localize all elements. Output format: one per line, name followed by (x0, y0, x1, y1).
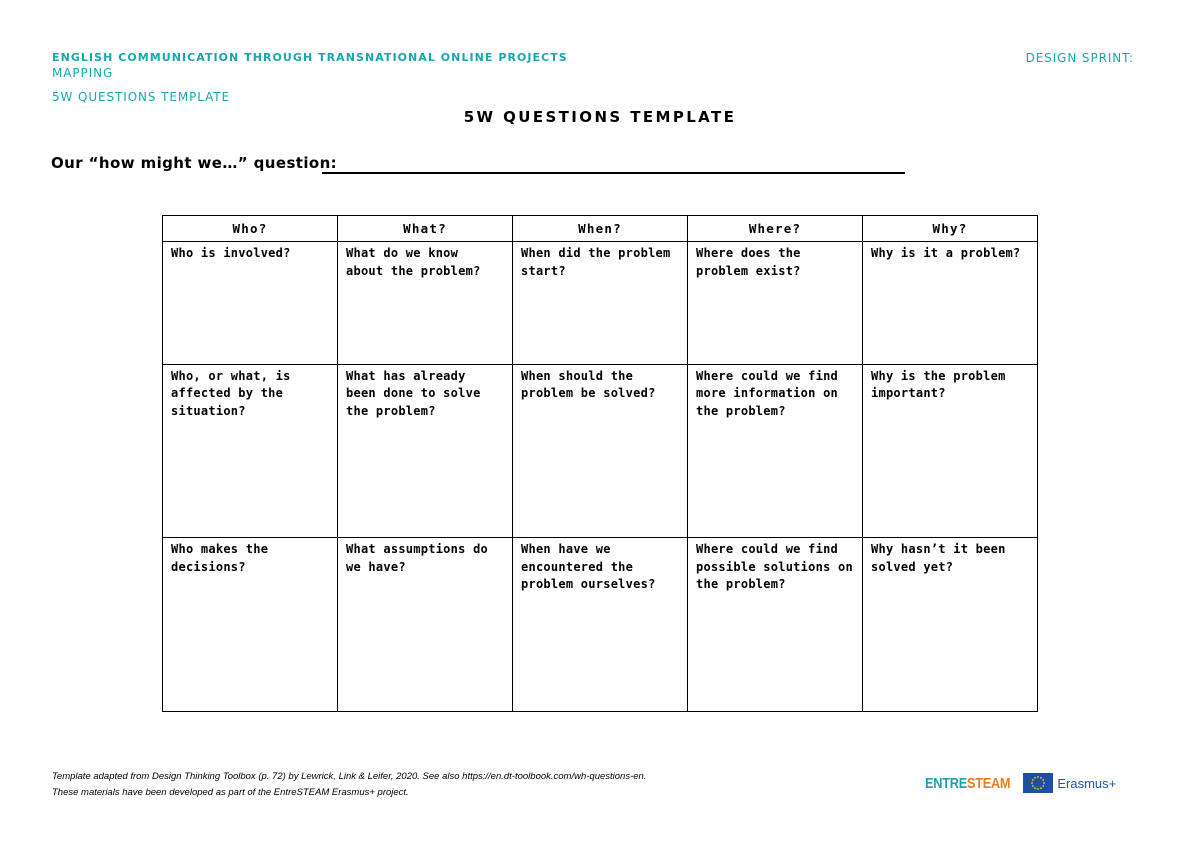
header-who: Who? (163, 216, 338, 242)
project-note: These materials have been developed as part of the EntreSTEAM Erasmus+ project. (52, 787, 409, 798)
header-when: When? (513, 216, 688, 242)
attribution-book-title: Design Thinking Toolbox (152, 771, 256, 782)
module-title-continued: MAPPING (52, 66, 114, 80)
table-cell[interactable]: Who, or what, is affected by the situation? (163, 364, 338, 538)
table-cell[interactable]: Why is it a problem? (863, 242, 1038, 365)
entresteam-logo (925, 775, 1010, 792)
attribution-note (52, 771, 646, 782)
table-cell[interactable]: When should the problem be solved? (513, 364, 688, 538)
table-cell[interactable]: What assumptions do we have? (338, 538, 513, 712)
header-what: What? (338, 216, 513, 242)
table-header-row (163, 216, 1038, 242)
module-title: DESIGN SPRINT: (1025, 51, 1134, 65)
table-cell[interactable]: When did the problem start? (513, 242, 688, 365)
attribution-prefix: Template adapted from (52, 771, 152, 782)
eu-flag-icon (1023, 773, 1053, 793)
erasmus-plus-logo-text: Erasmus+ (1057, 775, 1117, 791)
table-cell[interactable]: Who makes the decisions? (163, 538, 338, 712)
table-cell[interactable]: Who is involved? (163, 242, 338, 365)
hmw-answer-line[interactable] (322, 172, 905, 174)
logo-entre-text: ENTRE (925, 774, 967, 792)
hmw-question-label: Our “how might we…” question: (51, 154, 338, 172)
5w-questions-table (162, 215, 1038, 712)
table-row (163, 538, 1038, 712)
template-subtitle: 5W QUESTIONS TEMPLATE (52, 90, 231, 104)
entresteam-erasmus-logo (925, 771, 1116, 795)
table-cell[interactable]: When have we encountered the problem ourselves? (513, 538, 688, 712)
course-title: ENGLISH COMMUNICATION THROUGH TRANSNATIONAL ONLINE PROJECTS (52, 51, 568, 64)
table-cell[interactable]: What do we know about the problem? (338, 242, 513, 365)
table-cell[interactable]: Why hasn’t it been solved yet? (863, 538, 1038, 712)
table-cell[interactable]: What has already been done to solve the problem? (338, 364, 513, 538)
table-row (163, 242, 1038, 365)
logo-steam-text: STEAM (966, 774, 1011, 792)
table-cell[interactable]: Where could we find possible solutions on the problem? (688, 538, 863, 712)
header-why: Why? (863, 216, 1038, 242)
attribution-rest: (p. 72) by Lewrick, Link & Leifer, 2020. See also https://en.dt-toolbook.com/wh-questions-en. (255, 771, 647, 782)
header-where: Where? (688, 216, 863, 242)
table-cell[interactable]: Where could we find more information on the problem? (688, 364, 863, 538)
page-title: 5W QUESTIONS TEMPLATE (463, 108, 737, 126)
table-row (163, 364, 1038, 538)
table-cell[interactable]: Where does the problem exist? (688, 242, 863, 365)
table-cell[interactable]: Why is the problem important? (863, 364, 1038, 538)
